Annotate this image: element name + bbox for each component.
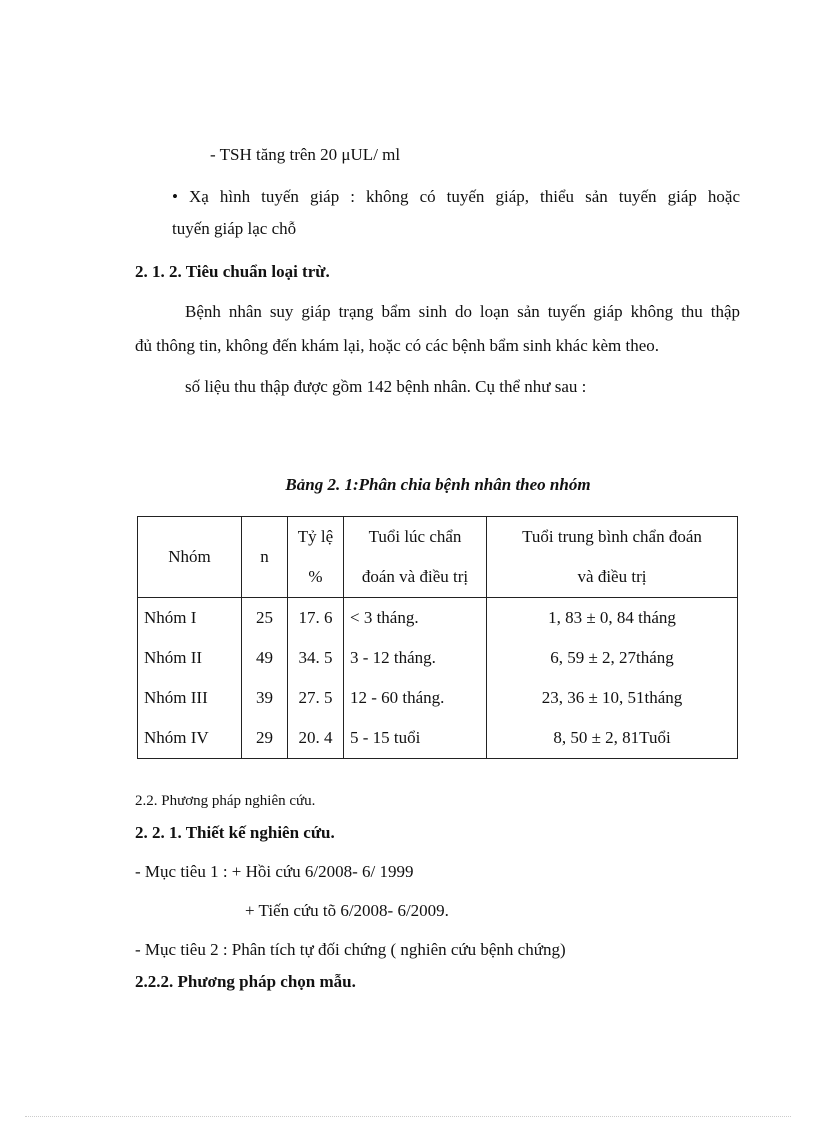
cell-tyle: 20. 4 <box>288 718 344 759</box>
cell-tyle: 17. 6 <box>288 598 344 639</box>
table-header-row <box>138 517 738 598</box>
table-row <box>138 678 738 718</box>
table-row <box>138 638 738 678</box>
cell-tuoi-trung-binh: 6, 59 ± 2, 27tháng <box>487 638 738 678</box>
tsh-line: - TSH tăng trên 20 μUL/ ml <box>210 145 401 164</box>
objective-2: - Mục tiêu 2 : Phân tích tự đối chứng ( nghiên cứu bệnh chứng) <box>135 940 566 959</box>
cell-tuoi: 3 - 12 tháng. <box>344 638 487 678</box>
cell-tuoi-trung-binh: 23, 36 ± 10, 51tháng <box>487 678 738 718</box>
cell-tuoi: 5 - 15 tuổi <box>344 718 487 759</box>
cell-tyle: 27. 5 <box>288 678 344 718</box>
paragraph-exclusion-1: Bệnh nhân suy giáp trạng bẩm sinh do loạn sản tuyến giáp không thu thập <box>185 302 740 321</box>
cell-nhom: Nhóm II <box>138 638 242 678</box>
cell-tuoi: 12 - 60 tháng. <box>344 678 487 718</box>
patient-group-table <box>137 516 738 759</box>
cell-n: 49 <box>242 638 288 678</box>
cell-tuoi-trung-binh: 1, 83 ± 0, 84 tháng <box>487 598 738 639</box>
heading-exclusion-criteria: 2. 1. 2. Tiêu chuẩn loại trừ. <box>135 262 330 281</box>
table-caption: Bảng 2. 1:Phân chia bệnh nhân theo nhóm <box>285 475 591 494</box>
heading-study-design: 2. 2. 1. Thiết kế nghiên cứu. <box>135 823 335 842</box>
cell-tuoi-trung-binh: 8, 50 ± 2, 81Tuổi <box>487 718 738 759</box>
paragraph-exclusion-2: đủ thông tin, không đến khám lại, hoặc có các bệnh bẩm sinh khác kèm theo. <box>135 336 660 355</box>
cell-n: 25 <box>242 598 288 639</box>
table-row <box>138 598 738 639</box>
cell-nhom: Nhóm IV <box>138 718 242 759</box>
paragraph-sample-size: số liệu thu thập được gồm 142 bệnh nhân. Cụ thể như sau : <box>185 377 587 396</box>
cell-nhom: Nhóm I <box>138 598 242 639</box>
cell-tyle: 34. 5 <box>288 638 344 678</box>
section-method: 2.2. Phương pháp nghiên cứu. <box>135 793 316 809</box>
cell-tuoi: < 3 tháng. <box>344 598 487 639</box>
objective-1-retrospective: - Mục tiêu 1 : + Hồi cứu 6/2008- 6/ 1999 <box>135 862 414 881</box>
header-n: n <box>242 517 288 598</box>
table-row <box>138 718 738 759</box>
cell-n: 29 <box>242 718 288 759</box>
header-tyle: Tỷ lệ % <box>288 517 344 598</box>
xa-hinh-line-2: tuyến giáp lạc chỗ <box>172 219 297 238</box>
header-tuoi: Tuổi lúc chẩn đoán và điều trị <box>344 517 487 598</box>
heading-sampling-method: 2.2.2. Phương pháp chọn mẫu. <box>135 972 356 991</box>
cell-n: 39 <box>242 678 288 718</box>
header-tuoi-trung-binh: Tuổi trung bình chẩn đoán và điều trị <box>487 517 738 598</box>
xa-hinh-line-1: • Xạ hình tuyến giáp : không có tuyến giáp, thiểu sản tuyến giáp hoặc <box>172 187 740 206</box>
objective-1-prospective: + Tiến cứu tõ 6/2008- 6/2009. <box>245 901 449 920</box>
cell-nhom: Nhóm III <box>138 678 242 718</box>
page-footer-rule <box>25 1116 791 1117</box>
header-nhom: Nhóm <box>138 517 242 598</box>
